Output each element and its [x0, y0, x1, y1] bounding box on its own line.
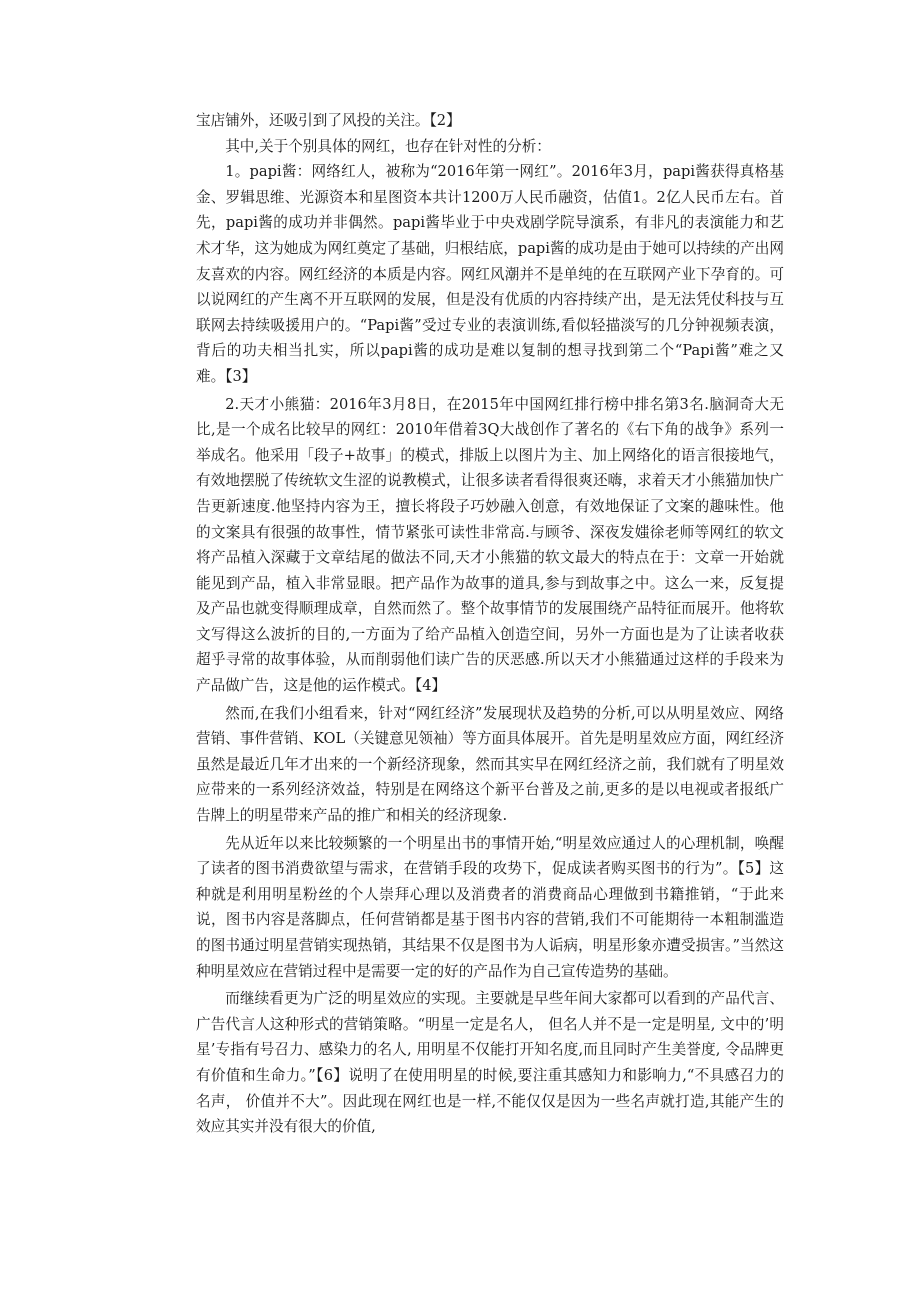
document-page: [196, 108, 784, 1140]
paragraph-group-analysis: 然而,在我们小组看来，针对“网红经济”发展现状及趋势的分析,可以从明星效应、网络营销、事件营销、KOL（关键意见领袖）等方面具体展开。首先是明星效应方面，网红经济虽然是最近几年才出来的一个新经济现象，然而其实早在网红经济之前，我们就有了明星效应带来的一系列经济效益，特别是在网络这个新平台普及之前,更多的是以电视或者报纸广告牌上的明星带来产品的推广和相关的经济现象.: [196, 704, 784, 825]
paragraph-celebrity-books: 先从近年以来比较频繁的一个明星出书的事情开始,“明星效应通过人的心理机制，唤醒了读者的图书消费欲望与需求，在营销手段的攻势下，促成读者购买图书的行为”。【5】这种就是利用明星粉丝的个人崇拜心理以及消费者的消费商品心理做到书籍推销，“于此来说，图书内容是落脚点，任何营销都是基于图书内容的营销,我们不可能期待一本粗制滥造的图书通过明星营销实现热销，其结果不仅是图书为人诟病，明星形象亦遭受损害。”当然这种明星效应在营销过程中是需要一定的好的产品作为自己宣传造势的基础。: [196, 834, 784, 980]
paragraph-celebrity-endorsement: 而继续看更为广泛的明星效应的实现。主要就是早些年间大家都可以看到的产品代言、广告代言人这种形式的营销策略。“明星一定是名人， 但名人并不是一定是明星, 文中的’明星’专指有号召力、感染力的名人, 用明星不仅能打开知名度,而且同时产生美誉度, 令品牌更有价值和生命力。”【6】说明了在使用明星的时候,要注重其感知力和影响力,“不具感召力的名声， 价值并不大”。因此现在网红也是一样,不能仅仅是因为一些名声就打造,其能产生的效应其实并没有很大的价值,: [196, 990, 784, 1136]
paragraph-xiaoxiongmao: 2.天才小熊猫：2016年3月8日，在2015年中国网红排行榜中排名第3名.脑洞奇大无比,是一个成名比较早的网红：2010年借着3Q大战创作了著名的《右下角的战争》系列一举成名。他采用「段子+故事」的模式，排版上以图片为主、加上网络化的语言很接地气，有效地摆脱了传统软文生涩的说教模式，让很多读者看得很爽还嗨，求着天才小熊猫加快广告更新速度.他坚持内容为王，擅长将段子巧妙融入创意，有效地保证了文案的趣味性。他的文案具有很强的故事性，情节紧张可读性非常高.与顾爷、深夜发媸徐老师等网红的软文将产品植入深藏于文章结尾的做法不同,天才小熊猫的软文最大的特点在于：文章一开始就能见到产品，植入非常显眼。把产品作为故事的道具,参与到故事之中。这么一来，反复提及产品也就变得顺理成章，自然而然了。整个故事情节的发展围绕产品特征而展开。他将软文写得这么波折的目的,一方面为了给产品植入创造空间，另外一方面也是为了让读者收获超乎寻常的故事体验，从而削弱他们读广告的厌恶感.所以天才小熊猫通过这样的手段来为产品做广告，这是他的运作模式。【4】: [196, 395, 784, 695]
paragraph-intro: 其中,关于个别具体的网红，也存在针对性的分析：: [225, 137, 551, 155]
paragraph-continuation: 宝店铺外，还吸引到了风投的关注。【2】: [196, 112, 461, 129]
paragraph-papi: 1。papi酱：网络红人，被称为“2016年第一网红”。2016年3月，papi酱获得真格基金、罗辑思维、光源资本和星图资本共计1200万人民币融资，估值1。2亿人民币左右。首先，papi酱的成功并非偶然。papi酱毕业于中央戏剧学院导演系，有非凡的表演能力和艺术才华，这为她成为网红奠定了基础，归根结底，papi酱的成功是由于她可以持续的产出网友喜欢的内容。网红经济的本质是内容。网红风潮并不是单纯的在互联网产业下孕育的。可以说网红的产生离不开互联网的发展，但是没有优质的内容持续产出，是无法凭仗科技与互联网去持续吸援用户的。“Papi酱”受过专业的表演训练,看似轻描淡写的几分钟视频表演，背后的功夫相当扎实，所以papi酱的成功是难以复制的想寻找到第二个“Papi酱”难之又难。【3】: [196, 163, 784, 385]
